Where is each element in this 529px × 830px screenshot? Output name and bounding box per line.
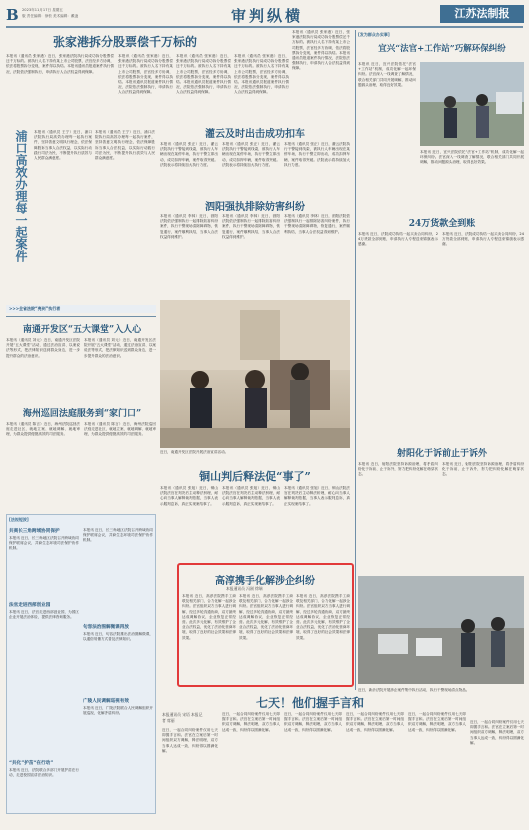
a9-author: 本报通讯员 宋语 本报记者 席丽 xyxy=(162,712,203,723)
left-divider xyxy=(6,316,156,317)
box-top-col2: 本报讯 近日，长三角地区法院召开跨域协同保护联席会议，共商生态环境司法保护协作机制。 xyxy=(83,528,153,543)
a7-headline: 铜山判后释法促“事了” xyxy=(199,470,311,483)
a3-body-col2: 本报讯（通讯员 李林）近日，泗阳法院依法强制执行一起排除妨害纠纷案件，执行干警现场清除障碍物，恢复通行，案件顺利执结，当事人合法权益得到维护。 xyxy=(222,214,280,239)
newspaper-logo: 江苏法制报 xyxy=(440,5,524,23)
photo-3 xyxy=(358,576,524,684)
a1-body-col2: 本报讯（通讯员 张家港）近日，张家港法院执行局成功拆分股票偿还千万标的。被执行人名下持有某上市公司股票，法官经多方协调，依法将股票拆分变现，案件得以执结。本报讯通讯员报道案件执行情况，法院依法强制执行，申请执行人合法权益得到保障。 xyxy=(118,54,173,95)
a9-body-col2: 近日，一起合同纠纷案件仅用七天即握手言和。法官在立案后第一时间组织双方调解，释法明理，双方当事人达成一致，纠纷得以圆满化解。 xyxy=(222,712,280,732)
a7-body-col2: 本报讯（通讯员 张旭）近日，铜山法院法官在判决后主动释法析理，耐心向当事人解释裁判依据，当事人表示服判息诉，真正实现案结事了。 xyxy=(222,486,280,506)
right-column-divider xyxy=(355,30,356,690)
a7-body: 本报讯（通讯员 张旭）近日，铜山法院法官在判决后主动释法析理，耐心向当事人解释裁判依据，当事人表示服判息诉，真正实现案结事了。 xyxy=(160,486,218,506)
right-label: [发为群众办实事] xyxy=(358,32,390,37)
photo-3-caption: 近日，新沂法院开展涉企案件集中执行活动，执行干警现场清点物品。 xyxy=(358,688,470,692)
a3-headline: 泗阳强执排除妨害纠纷 xyxy=(205,202,305,213)
photo-1-caption: 近日，南通开发区法院开展法治宣讲活动。 xyxy=(160,450,229,454)
box-item-1-title: 共商长三角跨域协同保护 xyxy=(9,529,60,534)
a6-body: 本报讯（通讯员 陈言）近日，海州法院巡回法庭走进社区，就地立案、就地调解、就地审理，为群众提供便捷高效的司法服务。 xyxy=(6,422,80,437)
photo-3-scene xyxy=(358,576,524,684)
a4-body: 本报讯（通讯员 王宁）近日，浦口法院执行局高效办理每一起执行案件，坚持善意文明执行理念，依法保障胜诉当事人合法权益，以实际行动践行司法为民，不断提升执行质效与人民群众满意度。 xyxy=(34,130,92,161)
short-news-label: [法视短波] xyxy=(9,517,29,522)
a3-body: 本报讯（通讯员 李林）近日，泗阳法院依法强制执行一起排除妨害纠纷案件，执行干警现场清除障碍物，恢复通行，案件顺利执结，当事人合法权益得到维护。 xyxy=(160,214,218,239)
a2-body: 本报讯（通讯员 张正）近日，灌云法院执行干警接到线索，被执行人车辆出现在某停车场，执行干警立即出动，成功扣押车辆，案件取得突破。法院表示将持续加大执行力度。 xyxy=(160,142,218,167)
right-body-col2: 本报讯 近日，宜兴法院依托“法官+工作站”机制，成功化解一起环保纠纷。法官深入一线调查了解情况，联合相关部门共同开展调解，推动问题源头治理，取得良好效果。 xyxy=(420,150,524,165)
a2-headline: 灌云及时出击成功扣车 xyxy=(205,129,305,140)
page-letter: B xyxy=(6,6,19,24)
a7-body-col3: 本报讯（通讯员 张旭）近日，铜山法院法官在判决后主动释法析理，耐心向当事人解释裁判依据，当事人表示服判息诉，真正实现案结事了。 xyxy=(284,486,350,506)
a8-author: 本报通讯员 冯刚 徐瑞 xyxy=(226,586,263,591)
masthead-rule xyxy=(6,26,523,28)
a8-body-col2: 本报讯 近日，高淳法院携手工商联及相关部门，合力化解一起涉企纠纷。法官组织双方当事人进行调解，经过多轮沟通协商，双方最终达成调解协议，企业恢复正常经营。此次多元化解，有效维护了企业合法权益，优化了法治化营商环境，取得了良好的社会效果和法律效果。 xyxy=(239,594,293,640)
a8-body: 本报讯 近日，高淳法院携手工商联及相关部门，合力化解一起涉企纠纷。法官组织双方当事人进行调解，经过多轮沟通协商，双方最终达成调解协议，企业恢复正常经营。此次多元化解，有效维护了企业合法权益，优化了法治化营商环境，取得了良好的社会效果和法律效果。 xyxy=(182,594,236,640)
a4-link[interactable]: >>>全省法院“亮剑”执行者 xyxy=(6,305,156,313)
a5-headline: 南通开发区“五大课堂”入人心 xyxy=(22,325,142,335)
a9-body: 近日，一起合同纠纷案件仅用七天即握手言和。法官在立案后第一时间组织双方调解，释法明理，双方当事人达成一致，纠纷得以圆满化解。 xyxy=(162,728,218,753)
photo-2-scene xyxy=(420,62,524,146)
right-body-2-col2: 本报讯 近日，法院成功执结一起买卖合同纠纷，24万货款全部到账，申请执行人专程送来锦旗表示感谢。 xyxy=(442,232,524,247)
a9-headline: 七天！他们握手言和 xyxy=(255,696,364,710)
right-body-3-col2: 本报讯 近日，射阳法院坚持诉源治理，将矛盾纠纷化于诉前、止于诉外，努力把纠纷化解在萌芽状态。 xyxy=(442,462,524,477)
a5-body: 本报讯（通讯员 刘元）近日，南通开发区法院开展“五大课堂”活动，通过法治宣讲、以案说法等形式，把法律知识送到群众身边，进一步提升群众的法治意识。 xyxy=(6,338,80,358)
a9-body-col6: 近日，一起合同纠纷案件仅用七天即握手言和。法官在立案后第一时间组织双方调解，释法明理，双方当事人达成一致，纠纷得以圆满化解。 xyxy=(470,720,524,745)
a1-body-col5: 本报讯（通讯员 张家港）近日，张家港法院执行局成功拆分股票偿还千万标的。被执行人名下持有某上市公司股票，法官经多方协调，依法将股票拆分变现，案件得以执结。本报讯通讯员报道案件执行情况，法院依法强制执行，申请执行人合法权益得到保障。 xyxy=(292,30,350,71)
box-item-2-title: 法官走进西部创业园 xyxy=(9,603,51,608)
box-item-3-body: 本报讯 近日，法院联合多部门开展护苗在行动，走进校园宣讲法治知识。 xyxy=(9,768,79,778)
right-body-2: 本报讯 近日，法院成功执结一起买卖合同纠纷，24万货款全部到账，申请执行人专程送来锦旗表示感谢。 xyxy=(358,232,438,247)
photo-2 xyxy=(420,62,524,146)
box-item-4-body: 本报讯 近日，句容法院推出法治图解微课，以通俗易懂方式普及法律知识。 xyxy=(83,632,153,642)
box-item-2-body: 本报讯 近日，法官走进西部创业园，为园区企业开展法治体检，提供法律咨询服务。 xyxy=(9,610,79,620)
a4-vertical-headline: 浦口高效办理每一起案件 xyxy=(14,130,28,262)
a8-body-col3: 本报讯 近日，高淳法院携手工商联及相关部门，合力化解一起涉企纠纷。法官组织双方当事人进行调解，经过多轮沟通协商，双方最终达成调解协议，企业恢复正常经营。此次多元化解，有效维护了企业合法权益，优化了法治化营商环境，取得了良好的社会效果和法律效果。 xyxy=(296,594,350,640)
a5-body-col2: 本报讯（通讯员 刘元）近日，南通开发区法院开展“五大课堂”活动，通过法治宣讲、以案说法等形式，把法律知识送到群众身边，进一步提升群众的法治意识。 xyxy=(84,338,156,358)
a6-body-col2: 本报讯（通讯员 陈言）近日，海州法院巡回法庭走进社区，就地立案、就地调解、就地审理，为群众提供便捷高效的司法服务。 xyxy=(84,422,156,437)
a1-body: 本报讯（通讯员 张家港）近日，张家港法院执行局成功拆分股票偿还千万标的。被执行人名下持有某上市公司股票，法官经多方协调，依法将股票拆分变现，案件得以执结。本报讯通讯员报道案件执行情况，法院依法强制执行，申请执行人合法权益得到保障。 xyxy=(6,54,114,74)
a9-body-col3: 近日，一起合同纠纷案件仅用七天即握手言和。法官在立案后第一时间组织双方调解，释法明理，双方当事人达成一致，纠纷得以圆满化解。 xyxy=(284,712,342,732)
a6-headline: 海州巡回法庭服务到“家门口” xyxy=(22,409,142,419)
photo-1-scene xyxy=(160,300,350,448)
a2-body-col2: 本报讯（通讯员 张正）近日，灌云法院执行干警接到线索，被执行人车辆出现在某停车场，执行干警立即出动，成功扣押车辆，案件取得突破。法院表示将持续加大执行力度。 xyxy=(222,142,280,167)
right-body: 本报讯 近日，宜兴法院依托“法官+工作站”机制，成功化解一起环保纠纷。法官深入一线调查了解情况，联合相关部门共同开展调解，推动问题源头治理，取得良好效果。 xyxy=(358,62,416,87)
a3-body-col3: 本报讯（通讯员 李林）近日，泗阳法院依法强制执行一起排除妨害纠纷案件，执行干警现场清除障碍物，恢复通行，案件顺利执结，当事人合法权益得到维护。 xyxy=(284,214,350,234)
a9-body-col4: 近日，一起合同纠纷案件仅用七天即握手言和。法官在立案后第一时间组织双方调解，释法明理，双方当事人达成一致，纠纷得以圆满化解。 xyxy=(346,712,404,732)
desk-title: 审判纵横 xyxy=(230,7,303,25)
right-headline-3: 射阳化于诉前止于诉外 xyxy=(396,449,487,459)
right-headline: 宜兴“法官+工作站”巧解环保纠纷 xyxy=(378,44,506,54)
page-date: 2023年11月17日 星期五 xyxy=(22,8,63,12)
page-meta: 版 责任编辑：徐松 美术编辑：戴凌 xyxy=(22,14,79,18)
right-body-3: 本报讯 近日，射阳法院坚持诉源治理，将矛盾纠纷化于诉前、止于诉外，努力把纠纷化解在萌芽状态。 xyxy=(358,462,438,477)
a1-body-col3: 本报讯（通讯员 张家港）近日，张家港法院执行局成功拆分股票偿还千万标的。被执行人名下持有某上市公司股票，法官经多方协调，依法将股票拆分变现，案件得以执结。本报讯通讯员报道案件执行情况，法院依法强制执行，申请执行人合法权益得到保障。 xyxy=(176,54,231,95)
box-item-1-body: 本报讯 近日，长三角地区法院召开跨域协同保护联席会议，共商生态环境司法保护协作机制。 xyxy=(9,536,79,551)
a4-body-col2: 本报讯（通讯员 王宁）近日，浦口法院执行局高效办理每一起执行案件，坚持善意文明执行理念，依法保障胜诉当事人合法权益，以实际行动践行司法为民，不断提升执行质效与人民群众满意度。 xyxy=(95,130,155,161)
a2-body-col3: 本报讯（通讯员 张正）近日，灌云法院执行干警接到线索，被执行人车辆出现在某停车场，执行干警立即出动，成功扣押车辆，案件取得突破。法院表示将持续加大执行力度。 xyxy=(284,142,350,167)
a1-headline: 张家港拆分股票偿千万标的 xyxy=(52,35,197,49)
box-item-5-body: 本报讯 近日，广陵法院联合人民调解组织开展巡视，化解矛盾纠纷。 xyxy=(83,706,153,716)
a8-headline: 高淳携手化解涉企纠纷 xyxy=(215,576,315,587)
box-item-5-title: 广陵人民调解巡视有效 xyxy=(83,699,129,704)
a1-body-col4: 本报讯（通讯员 张家港）近日，张家港法院执行局成功拆分股票偿还千万标的。被执行人名下持有某上市公司股票，法官经多方协调，依法将股票拆分变现，案件得以执结。本报讯通讯员报道案件执行情况，法院依法强制执行，申请执行人合法权益得到保障。 xyxy=(234,54,289,95)
right-headline-2: 24万货款全到账 xyxy=(408,219,476,229)
box-item-4-title: 句容法治图解微课再放 xyxy=(83,625,129,630)
a9-body-col5: 近日，一起合同纠纷案件仅用七天即握手言和。法官在立案后第一时间组织双方调解，释法明理，双方当事人达成一致，纠纷得以圆满化解。 xyxy=(408,712,466,732)
box-item-3-title: “共化”护苗“在行动” xyxy=(9,761,54,766)
photo-1 xyxy=(160,300,350,448)
